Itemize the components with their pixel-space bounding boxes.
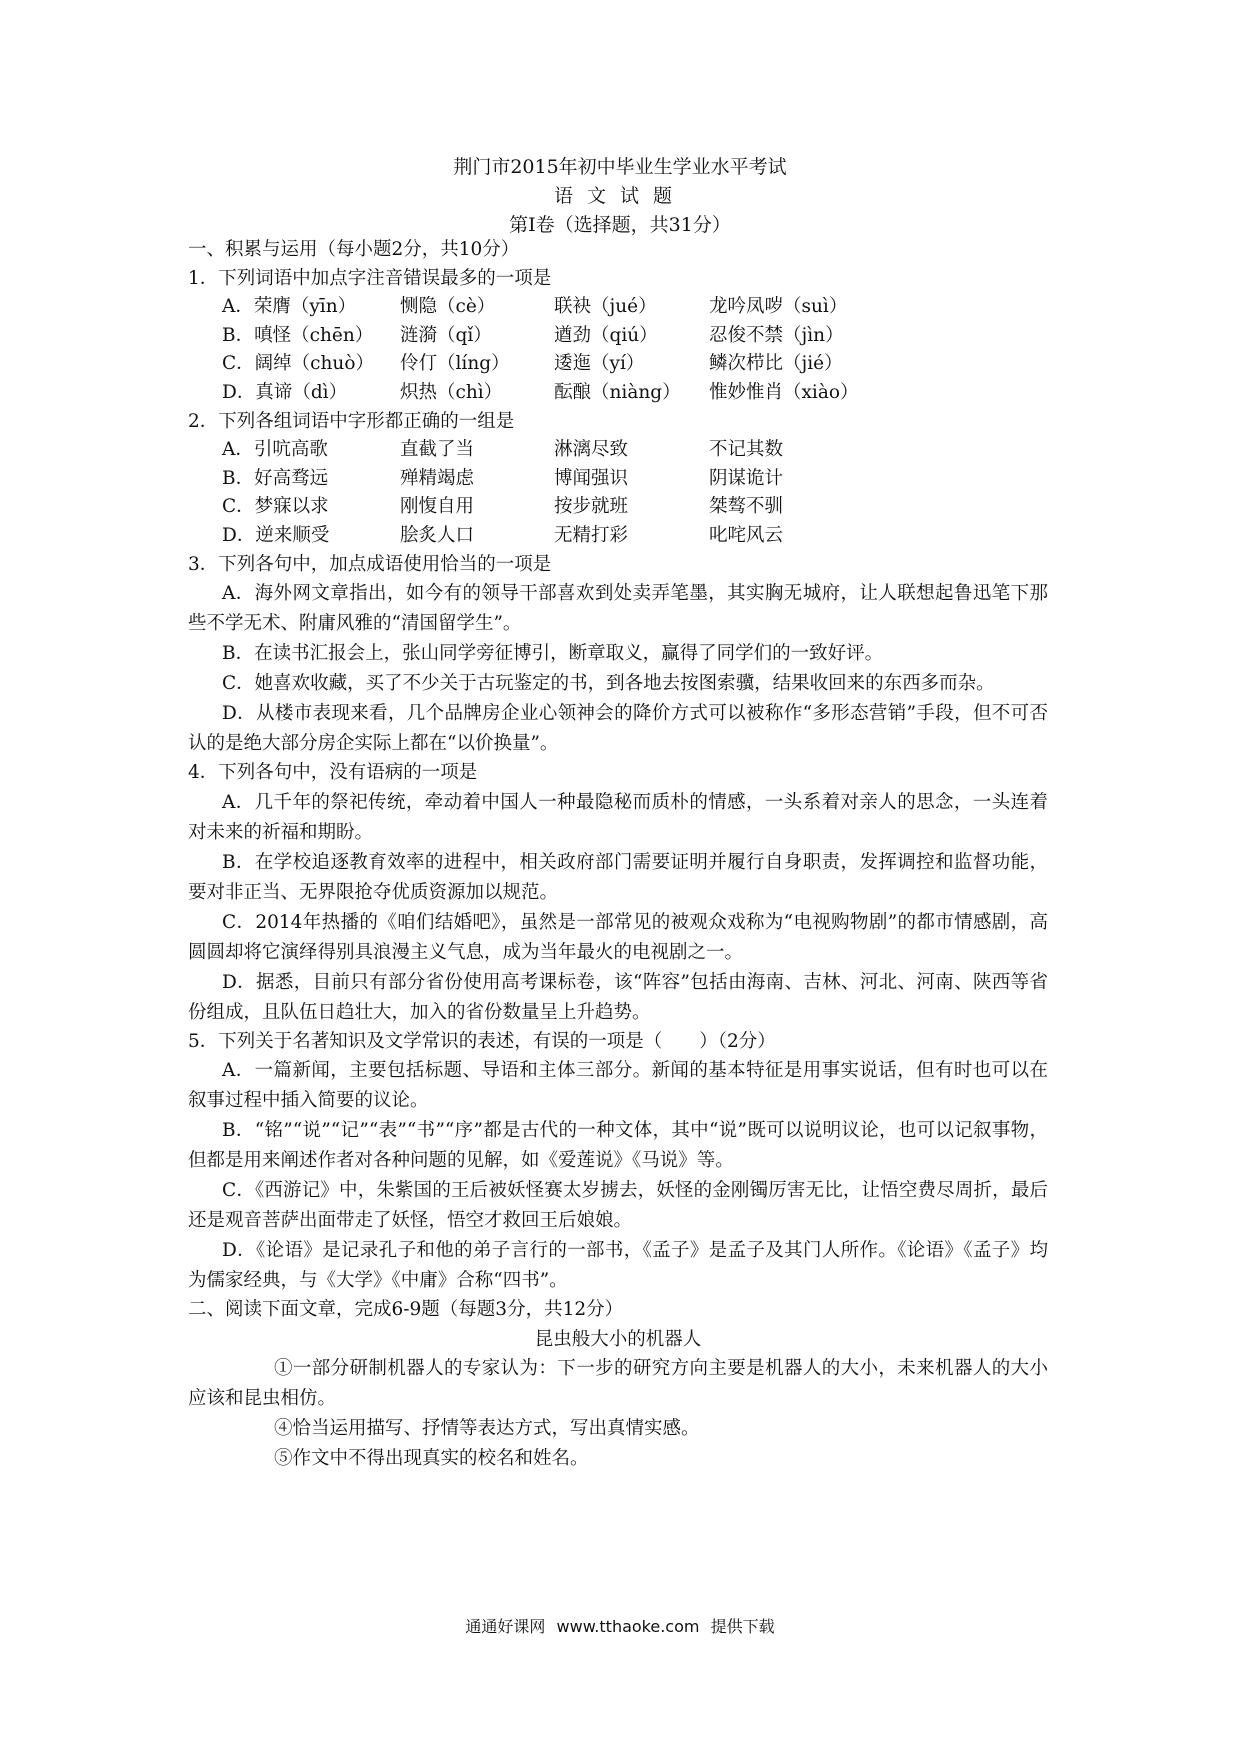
article-title: 昆虫般大小的机器人 <box>534 1328 702 1350</box>
option-item: D．逆来顺受 <box>222 524 330 546</box>
page-footer <box>0 1614 1240 1637</box>
option-item: B．好高骛远 <box>222 467 329 489</box>
option-item: C．阔绰（chuò） <box>222 353 374 375</box>
option-item: 涟漪（qǐ） <box>400 324 492 346</box>
option-item: 惟妙惟肖（xiào） <box>709 381 859 403</box>
q5-option-b: B．“铭”“说”“记”“表”“书”“序”都是古代的一种文体，其中“说”既可以说明议论，也可以记叙事物，但都是用来阐述作者对各种问题的见解，如《爱莲说》《马说》等。 <box>188 1120 1048 1172</box>
q5-option-a: A．一篇新闻，主要包括标题、导语和主体三部分。新闻的基本特征是用事实说话，但有时也可以在叙事过程中插入简要的议论。 <box>188 1060 1048 1112</box>
option-item: 酝酿（niàng） <box>554 381 681 403</box>
option-item: A．荣膺（yīn） <box>222 296 357 318</box>
option-item: 联袂（jué） <box>554 296 657 318</box>
option-item: 桀骜不驯 <box>709 496 784 518</box>
option-item: 按步就班 <box>554 496 629 518</box>
q4-option-c: C．2014年热播的《咱们结婚吧》，虽然是一部常见的被观众戏称为“电视购物剧”的都市情感剧，高圆圆却将它演绎得别具浪漫主义气息，成为当年最火的电视剧之一。 <box>188 911 1048 963</box>
footer-site-name: 通通好课网 <box>465 1617 546 1636</box>
option-item: 阴谋诡计 <box>709 467 784 489</box>
q2-option-a <box>188 436 1048 465</box>
option-item: 遒劲（qiú） <box>554 324 658 346</box>
q5-option-d: D．《论语》是记录孔子和他的弟子言行的一部书，《孟子》是孟子及其门人所作。《论语》《孟子》均为儒家经典，与《大学》《中庸》合称“四书”。 <box>188 1240 1048 1292</box>
exam-title: 荆门市2015年初中毕业生学业水平考试 <box>453 156 787 178</box>
option-item: 博闻强识 <box>554 467 629 489</box>
option-item: 淋漓尽致 <box>554 439 629 461</box>
option-item: 殚精竭虑 <box>400 467 475 489</box>
q2-option-d <box>188 522 1048 551</box>
option-item: D．真谛（dì） <box>222 381 348 403</box>
option-item: 伶仃（líng） <box>400 353 510 375</box>
q5-option-c: C．《西游记》中，朱紫国的王后被妖怪赛太岁掳去，妖怪的金刚镯厉害无比，让悟空费尽周折，最后还是观音菩萨出面带走了妖怪，悟空才救回王后娘娘。 <box>188 1180 1048 1232</box>
option-item: A．引吭高歌 <box>222 439 328 461</box>
exam-content <box>188 236 1048 1474</box>
option-item: 无精打彩 <box>554 524 629 546</box>
q1-option-a <box>188 293 1048 322</box>
article-paragraph: ④恰当运用描写、抒情等表达方式，写出真情实感。 <box>274 1417 700 1439</box>
q2-option-b <box>188 465 1048 494</box>
footer-suffix: 提供下载 <box>710 1617 775 1636</box>
option-item: 脍炙人口 <box>400 524 475 546</box>
q1-option-c <box>188 350 1048 379</box>
subject-title: 语文试题 <box>553 185 686 207</box>
volume-title: 第Ⅰ卷（选择题，共31分） <box>509 214 731 236</box>
article-paragraph: ①一部分研制机器人的专家认为：下一步的研究方向主要是机器人的大小，未来机器人的大小应该和昆虫相仿。 <box>188 1357 1048 1409</box>
q1-stem: 1．下列词语中加点字注音错误最多的一项是 <box>188 267 552 289</box>
q3-option-b: B．在读书汇报会上，张山同学旁征博引，断章取义，赢得了同学们的一致好评。 <box>222 643 884 665</box>
q2-stem: 2．下列各组词语中字形都正确的一组是 <box>188 410 515 432</box>
q3-option-c: C．她喜欢收藏，买了不少关于古玩鉴定的书，到各地去按图索骥，结果收回来的东西多而杂。 <box>222 673 995 695</box>
option-item: 直截了当 <box>400 439 475 461</box>
option-item: 恻隐（cè） <box>400 296 496 318</box>
section1-heading: 一、积累与运用（每小题2分，共10分） <box>188 239 520 260</box>
option-item: 鳞次栉比（jié） <box>709 353 843 375</box>
q4-stem: 4．下列各句中，没有语病的一项是 <box>188 762 478 784</box>
q4-option-d: D．据悉，目前只有部分省份使用高考课标卷，该“阵容”包括由海南、吉林、河北、河南、陕西等省份组成，且队伍日趋壮大，加入的省份数量呈上升趋势。 <box>188 971 1048 1023</box>
option-item: 龙吟凤哕（suì） <box>709 296 848 318</box>
q3-stem: 3．下列各句中，加点成语使用恰当的一项是 <box>188 553 552 575</box>
footer-url[interactable]: www.tthaoke.com <box>556 1617 700 1636</box>
q4-option-a: A．几千年的祭祀传统，牵动着中国人一种最隐秘而质朴的情感，一头系着对亲人的思念，一头连着对未来的祈福和期盼。 <box>188 791 1048 843</box>
q1-option-d <box>188 379 1048 408</box>
section2-heading: 二、阅读下面文章，完成6-9题（每题3分，共12分） <box>188 1299 624 1321</box>
option-item: 忍俊不禁（jìn） <box>709 324 844 346</box>
article-paragraph: ⑤作文中不得出现真实的校名和姓名。 <box>274 1447 589 1469</box>
option-item: B．嗔怪（chēn） <box>222 324 374 346</box>
option-item: 刚愎自用 <box>400 496 475 518</box>
option-item: 炽热（chì） <box>400 381 503 403</box>
q2-option-c <box>188 493 1048 522</box>
option-item: C．梦寐以求 <box>222 496 329 518</box>
option-item: 逶迤（yí） <box>554 353 645 375</box>
q3-option-a: A．海外网文章指出，如今有的领导干部喜欢到处卖弄笔墨，其实胸无城府，让人联想起鲁迅笔下那些不学无术、附庸风雅的“清国留学生”。 <box>188 583 1048 635</box>
q3-option-d: D．从楼市表现来看，几个品牌房企业心领神会的降价方式可以被称作“多形态营销”手段，但不可否认的是绝大部分房企实际上都在“以价换量”。 <box>188 703 1048 755</box>
q4-option-b: B．在学校追逐教育效率的进程中，相关政府部门需要证明并履行自身职责，发挥调控和监督功能，要对非正当、无界限抢夺优质资源加以规范。 <box>188 851 1048 903</box>
q5-stem: 5．下列关于名著知识及文学常识的表述，有误的一项是（ ）（2分） <box>188 1030 776 1052</box>
option-item: 叱咤风云 <box>709 524 784 546</box>
option-item: 不记其数 <box>709 439 784 461</box>
q1-option-b <box>188 322 1048 351</box>
